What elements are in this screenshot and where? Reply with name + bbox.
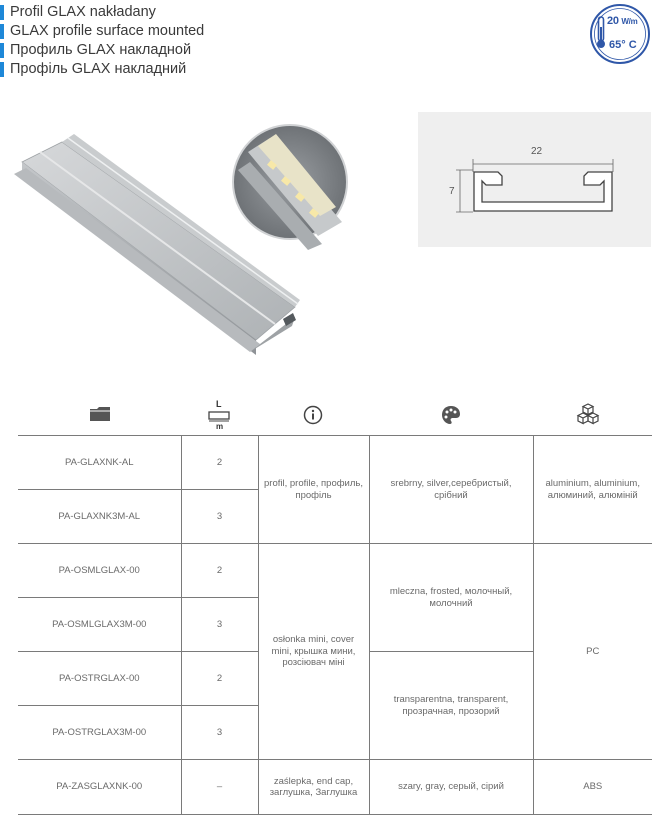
title-ru: Профиль GLAX накладной [0,41,204,60]
spec-table [18,435,652,815]
material-cell: aluminium, aluminium, алюминий, алюміній [533,436,652,544]
height-dimension-label: 7 [449,186,455,197]
palette-icon [441,405,461,425]
badge-temperature: 65° C [609,39,637,51]
length-value: 2 [181,436,258,490]
product-code: PA-OSMLGLAX-00 [18,544,181,598]
material-cell: PC [533,544,652,760]
badge-power: 20 W/m [607,15,638,27]
product-code: PA-OSTRGLAX3M-00 [18,706,181,760]
profile-section-svg [418,112,651,247]
length-value: 3 [181,598,258,652]
badge-ring [589,3,651,65]
table-row [18,760,652,815]
product-code: PA-ZASGLAXNK-00 [18,760,181,815]
length-value: 2 [181,544,258,598]
length-label-bottom: m [216,422,224,431]
title-accent-bar [0,24,4,39]
length-value: 3 [181,706,258,760]
product-code: PA-OSMLGLAX3M-00 [18,598,181,652]
material-cubes-icon [576,403,600,425]
folder-icon [89,406,111,422]
length-label-top: L [216,399,222,409]
description-cell: osłonka mini, cover mini, крышка мини, розсіювач міні [258,544,369,760]
width-dimension-label: 22 [531,146,543,157]
title-block [0,3,204,79]
cross-section-drawing [418,112,651,247]
description-cell: zaślepka, end cap, заглушка, Заглушка [258,760,369,815]
table-row [18,544,652,598]
color-cell: mleczna, frosted, молочный, молочний [369,544,533,652]
title-uk: Профіль GLAX накладний [0,60,204,79]
title-accent-bar [0,5,4,20]
title-accent-bar [0,43,4,58]
description-cell: profil, profile, профиль, профіль [258,436,369,544]
length-value: 2 [181,652,258,706]
title-accent-bar [0,62,4,77]
material-cell: ABS [533,760,652,815]
product-illustration [0,112,380,372]
product-code: PA-OSTRGLAX-00 [18,652,181,706]
length-value: – [181,760,258,815]
product-code: PA-GLAXNK-AL [18,436,181,490]
table-row [18,436,652,490]
color-cell: transparentna, transparent, прозрачная, прозорий [369,652,533,760]
color-cell: szary, gray, серый, сірий [369,760,533,815]
title-pl: Profil GLAX nakładany [0,3,204,22]
length-value: 3 [181,490,258,544]
product-code: PA-GLAXNK3M-AL [18,490,181,544]
info-icon [303,405,323,425]
color-cell: srebrny, silver,серебристый, срібний [369,436,533,544]
title-en: GLAX profile surface mounted [0,22,204,41]
power-temperature-badge [589,3,651,65]
table-header-icons [18,400,652,434]
